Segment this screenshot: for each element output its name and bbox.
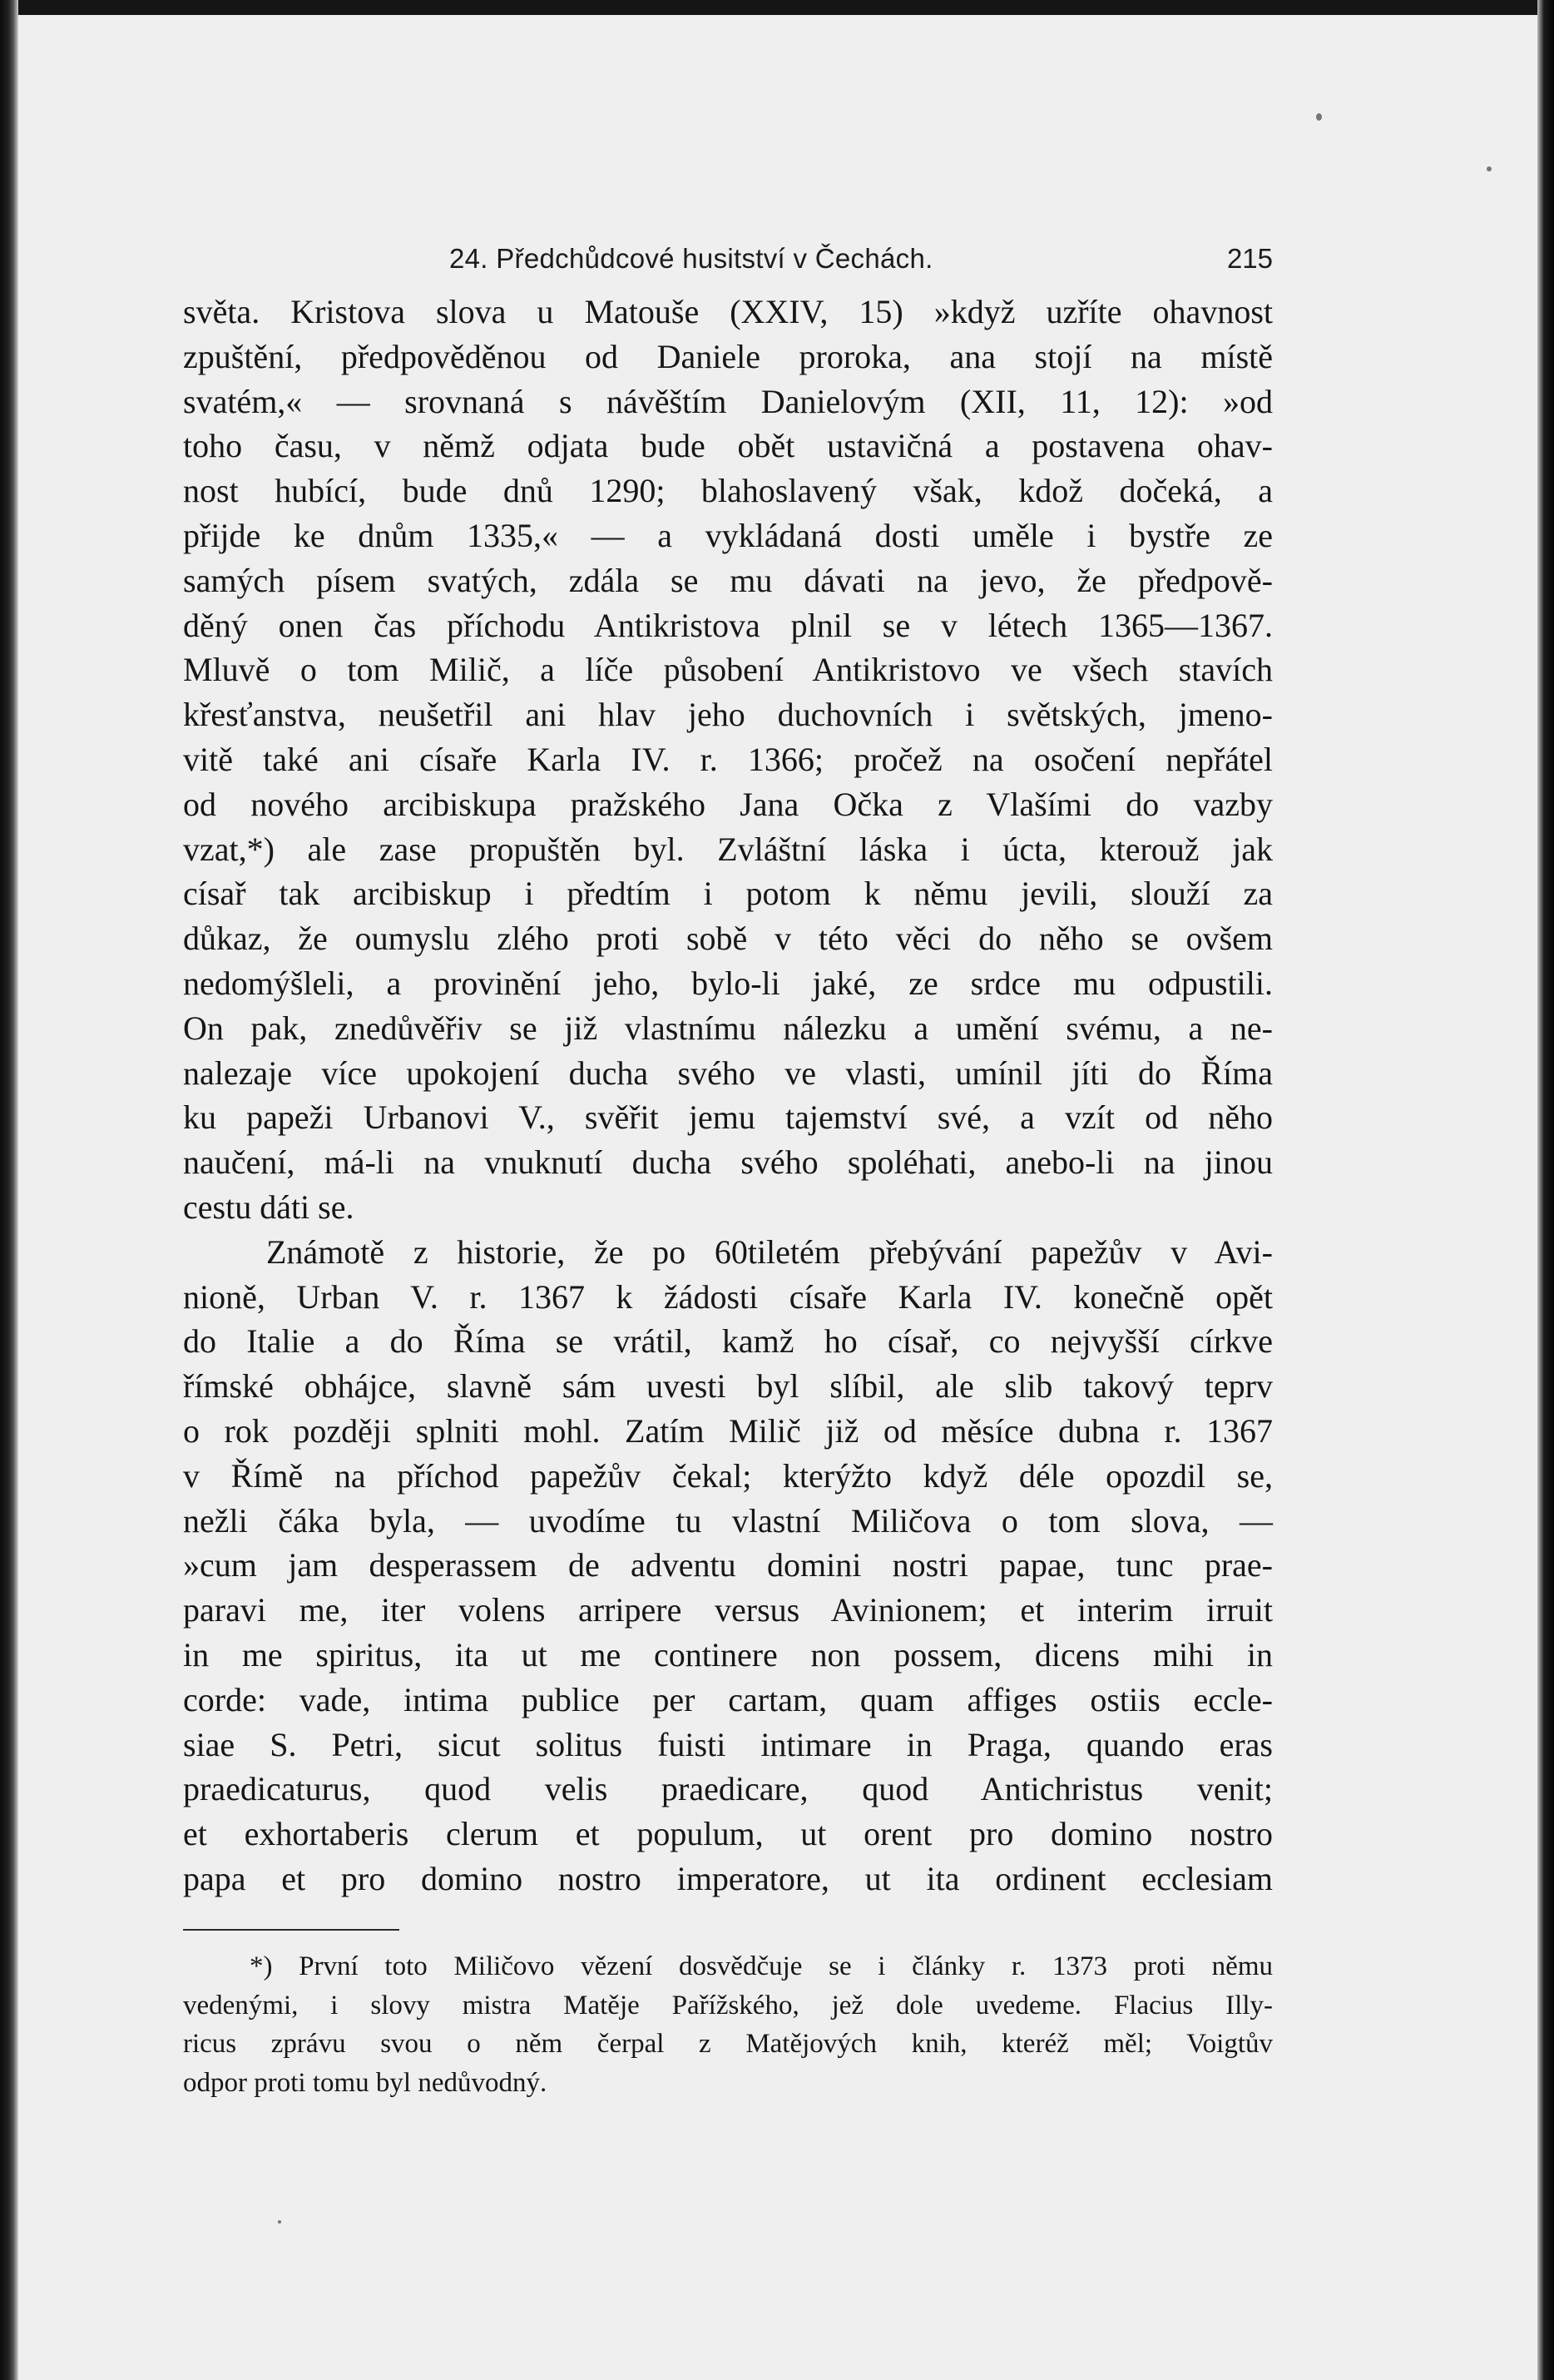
- text-line: toho času, v němž odjata bude obět ustavičná a postavena ohav-: [183, 427, 1273, 465]
- text-line: nioně, Urban V. r. 1367 k žádosti císaře Karla IV. konečně opět: [183, 1277, 1273, 1316]
- text-line: et exhortaberis clerum et populum, ut orent pro domino nostro: [183, 1815, 1273, 1853]
- text-line: praedicaturus, quod velis praedicare, quod Antichristus venit;: [183, 1770, 1273, 1808]
- text-line: nežli čáka byla, — uvodíme tu vlastní Miličova o tom slova, —: [183, 1501, 1273, 1540]
- footnote-divider: [183, 1929, 399, 1931]
- scan-border-left: [0, 0, 18, 2380]
- text-line: do Italie a do Říma se vrátil, kamž ho císař, co nejvyšší církve: [183, 1322, 1273, 1361]
- scan-speck: [1487, 166, 1492, 171]
- text-line: od nového arcibiskupa pražského Jana Očka z Vlašími do vazby: [183, 785, 1273, 823]
- text-line: vitě také ani císaře Karla IV. r. 1366; pročež na osočení nepřátel: [183, 740, 1273, 778]
- chapter-title: 24. Předchůdcové husitství v Čechách.: [449, 243, 933, 274]
- scan-speck: [1316, 113, 1322, 121]
- text-line: Mluvě o tom Milič, a líče působení Antikristovo ve všech stavích: [183, 651, 1273, 689]
- text-line: svatém,« — srovnaná s návěštím Danielovým (XII, 11, 12): »od: [183, 382, 1273, 420]
- text-line: ku papeži Urbanovi V., svěřit jemu tajemství své, a vzít od něho: [183, 1098, 1273, 1137]
- page-number: 215: [1226, 243, 1273, 274]
- text-line: světa. Kristova slova u Matouše (XXIV, 15) »když uzříte ohavnost: [183, 293, 1273, 330]
- footnote: [183, 1947, 1273, 2102]
- paragraph-end-line: cestu dáti se.: [183, 1188, 354, 1226]
- text-line: křesťanstva, neušetřil ani hlav jeho duchovních i světských, jmeno-: [183, 696, 1273, 734]
- text-line: naučení, má-li na vnuknutí ducha svého spoléhati, anebo-li na jinou: [183, 1143, 1273, 1182]
- paragraph-start-line: Známotě z historie, že po 60tiletém přebývání papežův v Avi-: [266, 1232, 1273, 1271]
- text-line: římské obhájce, slavně sám uvesti byl slíbil, ale slib takový teprv: [183, 1367, 1273, 1406]
- text-line: důkaz, že oumyslu zlého proti sobě v této věci do něho se ovšem: [183, 920, 1273, 958]
- text-line: nedomýšleli, a provinění jeho, bylo-li jaké, ze srdce mu odpustili.: [183, 964, 1273, 1002]
- footnote-line: *) První toto Miličovo vězení dosvědčuje se i články r. 1373 proti němu: [250, 1951, 1273, 1981]
- text-line: samých písem svatých, zdála se mu dávati na jevo, že předpově-: [183, 561, 1273, 599]
- text-line: nost hubící, bude dnů 1290; blahoslavený však, kdož dočeká, a: [183, 472, 1273, 510]
- text-line: nalezaje více upokojení ducha svého ve vlasti, umínil jíti do Říma: [183, 1054, 1273, 1092]
- scan-border-top: [0, 0, 1554, 15]
- scan-border-right: [1537, 0, 1554, 2380]
- main-text: [183, 290, 1273, 1902]
- text-line: císař tak arcibiskup i předtím i potom k němu jevili, slouží za: [183, 875, 1273, 913]
- footnote-line: odpor proti tomu byl nedůvodný.: [183, 2067, 547, 2098]
- text-line: paravi me, iter volens arripere versus Avinionem; et interim irruit: [183, 1591, 1273, 1629]
- text-line: in me spiritus, ita ut me continere non possem, dicens mihi in: [183, 1635, 1273, 1673]
- footnote-line: ricus zprávu svou o něm čerpal z Matějových knih, kteréž měl; Voigtův: [183, 2029, 1273, 2059]
- text-line: přijde ke dnům 1335,« — a vykládaná dosti uměle i bystře ze: [183, 516, 1273, 554]
- text-line: papa et pro domino nostro imperatore, ut ita ordinent ecclesiam: [183, 1859, 1273, 1897]
- scan-speck: [278, 2220, 281, 2224]
- text-line: v Římě na příchod papežův čekal; kterýžto když déle opozdil se,: [183, 1456, 1273, 1495]
- text-line: o rok později splniti mohl. Zatím Milič již od měsíce dubna r. 1367: [183, 1411, 1273, 1450]
- text-line: děný onen čas příchodu Antikristova plnil se v létech 1365—1367.: [183, 606, 1273, 644]
- text-line: corde: vade, intima publice per cartam, quam affiges ostiis eccle-: [183, 1680, 1273, 1718]
- text-line: vzat,*) ale zase propuštěn byl. Zvláštní láska i úcta, kterouž jak: [183, 830, 1273, 868]
- text-line: »cum jam desperassem de adventu domini nostri papae, tunc prae-: [183, 1546, 1273, 1584]
- text-line: siae S. Petri, sicut solitus fuisti intimare in Praga, quando eras: [183, 1725, 1273, 1763]
- footnote-line: vedenými, i slovy mistra Matěje Pařížského, jež dole uvedeme. Flacius Illy-: [183, 1990, 1273, 2021]
- text-line: zpuštění, předpověděnou od Daniele proroka, ana stojí na místě: [183, 337, 1273, 375]
- text-line: On pak, znedůvěřiv se již vlastnímu nálezku a umění svému, a ne-: [183, 1009, 1273, 1047]
